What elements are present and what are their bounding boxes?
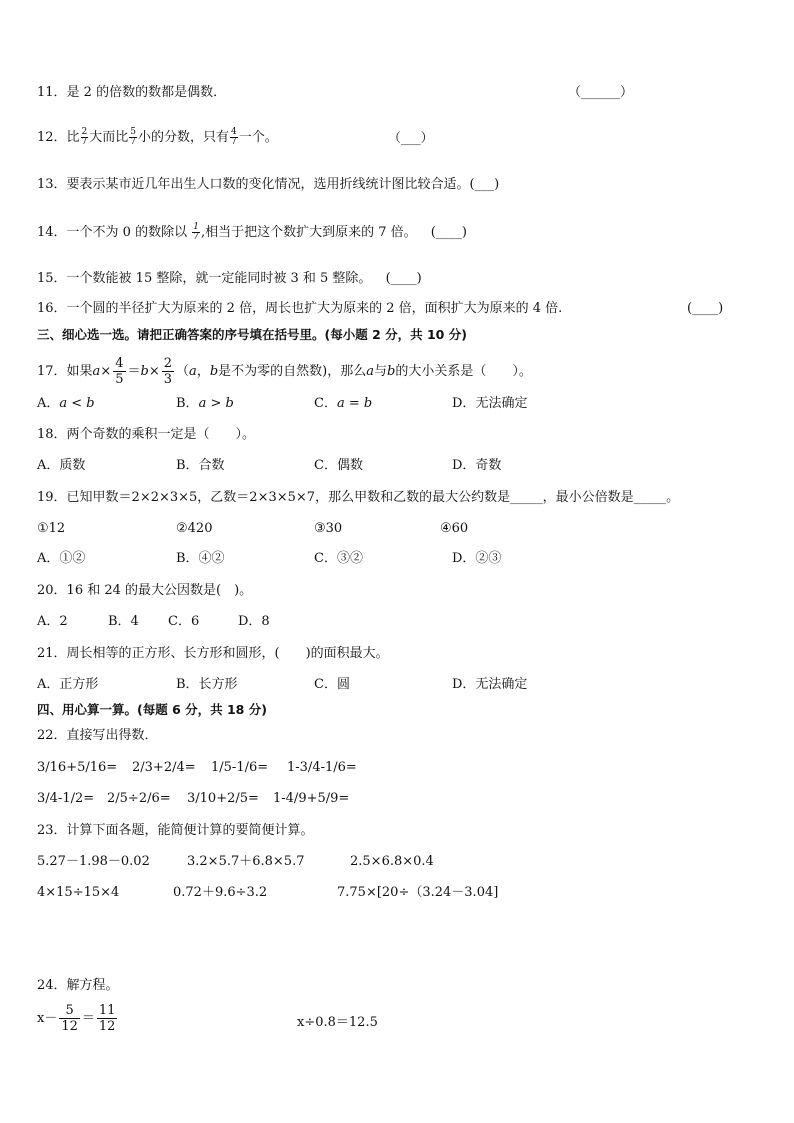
fraction: $\frac{11}{12}$	[98, 1003, 116, 1034]
question-text: 17．如果	[37, 364, 93, 379]
equation-2: x÷0.8＝12.5	[297, 1015, 378, 1030]
expression: 2/5÷2/6=	[107, 791, 171, 806]
question-text: 22．直接写出得数．	[37, 728, 158, 743]
fraction: $\frac{5}{12}$	[61, 1003, 78, 1034]
question-text: 14．一个不为 0 的数除以	[37, 225, 188, 240]
question-20	[37, 582, 252, 600]
question-23	[37, 822, 314, 840]
answer-blank[interactable]: (____)	[385, 271, 422, 286]
fraction: $\frac{4}{5}$	[115, 356, 124, 387]
question-text: 21．周长相等的正方形、长方形和圆形，( )的面积最大。	[37, 646, 389, 661]
expression: 2/3+2/4=	[132, 760, 196, 775]
answer-blank[interactable]: (____)	[430, 225, 467, 240]
expression: 3/4-1/2=	[37, 791, 95, 806]
question-text: 18．两个奇数的乘积一定是（ ）。	[37, 427, 256, 442]
option-a[interactable]: A．质数	[37, 458, 86, 473]
option-a[interactable]: A．正方形	[37, 677, 99, 692]
question-19	[37, 489, 679, 507]
option-a[interactable]: A．2	[37, 614, 68, 629]
option-c[interactable]: C．圆	[314, 677, 350, 692]
question-text: 20．16 和 24 的最大公因数是( )。	[37, 583, 253, 598]
expression: 4×15÷15×4	[37, 885, 120, 900]
question-11	[37, 84, 226, 102]
fraction: $\frac{1}{7}$	[193, 222, 199, 242]
expression: 1/5-1/6=	[211, 760, 269, 775]
option-d[interactable]: D．8	[238, 614, 270, 629]
question-text: 12．比	[37, 130, 80, 145]
question-12	[37, 128, 278, 147]
question-text: 11．是 2 的倍数的数都是偶数．	[37, 85, 227, 100]
option-a[interactable]: A．①②	[37, 551, 86, 566]
option-c[interactable]: C．6	[168, 614, 200, 629]
equation-1: x－ $\frac{5}{12}$ ＝ $\frac{11}{12}$	[37, 1003, 116, 1034]
expression: 7.75×[20÷（3.24－3.04]	[337, 885, 499, 900]
fraction: $\frac{2}{7}$	[81, 127, 88, 147]
expression: 1-4/9+5/9=	[273, 791, 350, 806]
option-b[interactable]: B．合数	[176, 458, 225, 473]
question-text: 小的分数，只有	[138, 130, 230, 145]
question-text: 15．一个数能被 15 整除，就一定能同时被 3 和 5 整除。	[37, 271, 372, 286]
choice-item: ①12	[37, 521, 66, 536]
answer-blank[interactable]: (____)	[687, 301, 724, 316]
option-d[interactable]: D．奇数	[452, 458, 502, 473]
option-a[interactable]: A．a < b	[37, 396, 95, 411]
expression: 0.72＋9.6÷3.2	[173, 885, 268, 900]
question-15	[37, 270, 422, 288]
question-text: 19．已知甲数＝2×2×3×5，乙数＝2×3×5×7，那么甲数和乙数的最大公约数是_____，最小公倍数是_____。	[37, 490, 680, 505]
expression: 5.27－1.98－0.02	[37, 854, 150, 869]
question-16	[37, 300, 562, 318]
question-text: 一个。	[238, 130, 278, 145]
expression: 3/10+2/5=	[187, 791, 259, 806]
option-b[interactable]: B．a > b	[176, 396, 234, 411]
option-b[interactable]: B．4	[108, 614, 139, 629]
choice-item: ②420	[176, 521, 213, 536]
option-b[interactable]: B．④②	[176, 551, 225, 566]
fraction: $\frac{5}{7}$	[130, 127, 137, 147]
option-d[interactable]: D．无法确定	[452, 396, 528, 411]
question-text: 23．计算下面各题，能简便计算的要简便计算。	[37, 823, 314, 838]
question-text: ,相当于把这个数扩大到原来的 7 倍。	[200, 225, 417, 240]
option-c[interactable]: C．③②	[314, 551, 363, 566]
section-heading: 三、细心选一选。请把正确答案的序号填在括号里。(每小题 2 分，共 10 分)	[37, 327, 467, 342]
expression: 3/16+5/16=	[37, 760, 118, 775]
expression: 3.2×5.7＋6.8×5.7	[187, 854, 305, 869]
question-21	[37, 645, 389, 663]
choice-item: ③30	[314, 521, 343, 536]
expression: 1-3/4-1/6=	[287, 760, 357, 775]
option-d[interactable]: D．无法确定	[452, 677, 528, 692]
question-24	[37, 977, 119, 995]
question-17: 17．如果a× $\frac{4}{5}$ ＝b× $\frac{2}{3}$ （a，b是不为零的自然数)，那么a与b的大小关系是（ ）。	[37, 356, 532, 387]
option-d[interactable]: D．②③	[452, 551, 502, 566]
section-heading: 四、用心算一算。(每题 6 分，共 18 分)	[37, 702, 267, 717]
answer-blank[interactable]: （______）	[568, 85, 634, 100]
option-c[interactable]: C．a = b	[314, 396, 373, 411]
question-13	[37, 176, 499, 194]
question-18	[37, 426, 255, 444]
fraction: $\frac{4}{7}$	[231, 127, 237, 147]
expression: 2.5×6.8×0.4	[350, 854, 434, 869]
question-22	[37, 727, 158, 745]
question-text: 16．一个圆的半径扩大为原来的 2 倍，周长也扩大为原来的 2 倍，面积扩大为原来的 4 倍.	[37, 301, 563, 316]
question-text: 13．要表示某市近几年出生人口数的变化情况，选用折线统计图比较合适。(___)	[37, 177, 500, 192]
question-text: 24．解方程。	[37, 978, 119, 993]
question-14	[37, 223, 467, 242]
fraction: $\frac{2}{3}$	[163, 356, 173, 387]
question-text: 大而比	[89, 130, 129, 145]
option-c[interactable]: C．偶数	[314, 458, 363, 473]
option-b[interactable]: B．长方形	[176, 677, 238, 692]
answer-blank[interactable]: （___）	[388, 131, 434, 146]
choice-item: ④60	[440, 521, 469, 536]
